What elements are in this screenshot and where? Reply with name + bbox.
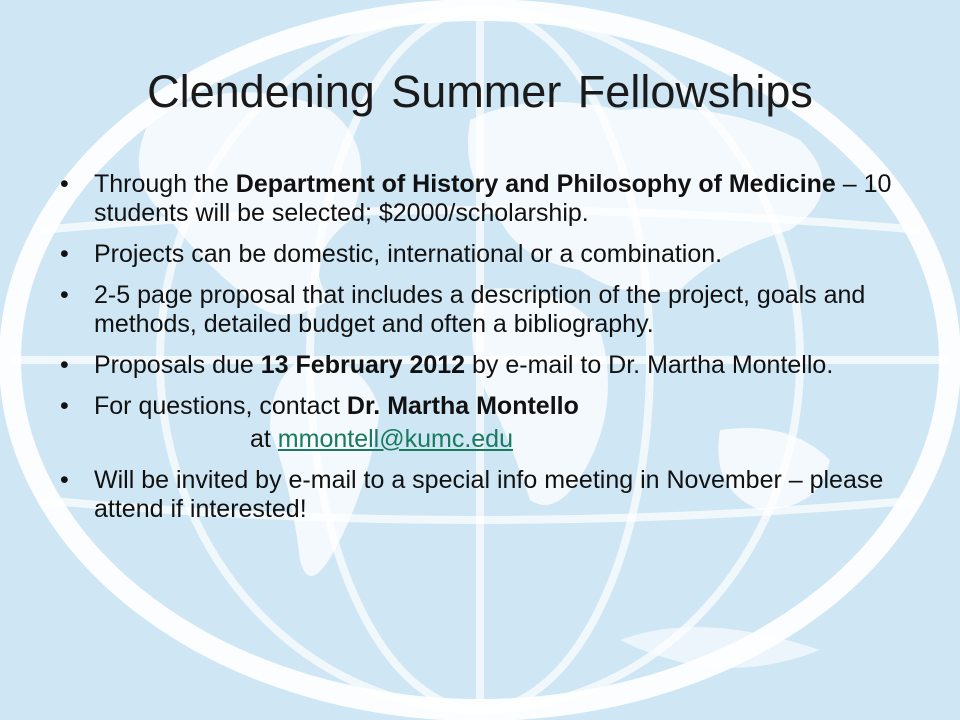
bullet-text: Through the: [94, 170, 236, 198]
bullet-text: 2-5 page proposal that includes a description of the project, goals and methods, detailed budget and often a bibliography.: [94, 281, 866, 338]
bullet-item-department: [60, 170, 910, 228]
bullet-list: [60, 170, 910, 536]
slide-title: Clendening Summer Fellowships: [147, 66, 813, 117]
bullet-item-deadline: [60, 351, 910, 380]
bullet-icon: •: [60, 170, 69, 198]
contact-email-link[interactable]: mmontell@kumc.edu: [277, 425, 513, 453]
contact-prefix: at: [250, 425, 278, 453]
bullet-text: – 10 students will be selected; $2000/scholarship.: [94, 170, 892, 227]
bullet-item-questions: [60, 392, 910, 421]
bullet-bold-text: Dr. Martha Montello: [346, 392, 579, 420]
bullet-text: by e-mail to Dr. Martha Montello.: [465, 351, 834, 379]
bullet-item-proposal: [60, 281, 910, 339]
bullet-icon: •: [60, 351, 69, 379]
bullet-bold-text: Department of History and Philosophy of Medicine: [235, 170, 836, 198]
bullet-icon: •: [60, 466, 69, 494]
contact-email-line: [60, 425, 910, 454]
bullet-bold-text: 13 February 2012: [260, 351, 466, 379]
bullet-icon: •: [60, 240, 69, 268]
bullet-text: Proposals due: [94, 351, 261, 379]
bullet-icon: •: [60, 392, 69, 420]
bullet-icon: •: [60, 281, 69, 309]
bullet-item-meeting: [60, 466, 910, 524]
bullet-item-projects: [60, 240, 910, 269]
bullet-text: Will be invited by e-mail to a special info meeting in November – please attend if interested!: [94, 466, 884, 523]
bullet-text: Projects can be domestic, international or a combination.: [94, 240, 723, 268]
bullet-text: For questions, contact: [94, 392, 347, 420]
